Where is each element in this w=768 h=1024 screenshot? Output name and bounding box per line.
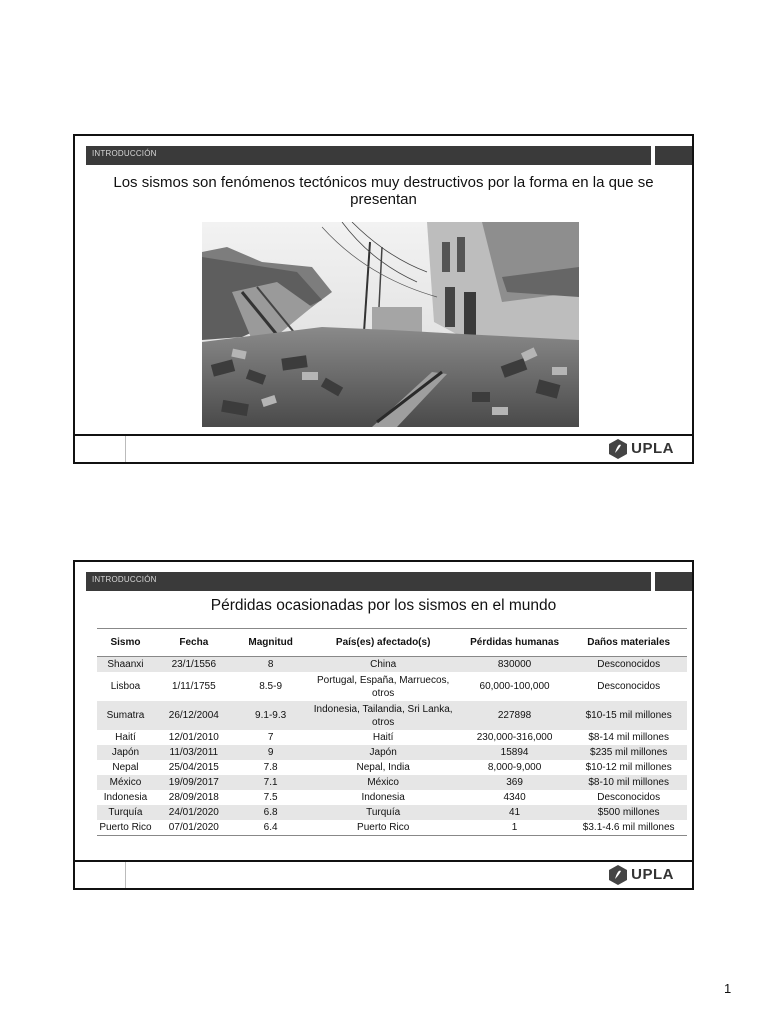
cell-paises: China [308,657,459,673]
table-row [97,701,687,730]
table-row [97,820,687,836]
cell-paises: Nepal, India [356,762,410,773]
cell-sismo: Indonesia [103,792,148,803]
col-header-magnitud: Magnitud [234,629,308,657]
cell-perdidas-humanas: 1 [459,820,571,836]
cell-fecha: 25/04/2015 [168,762,219,773]
cell-fecha: 24/01/2020 [154,805,234,820]
section-label: INTRODUCCIÓN [92,149,157,158]
cell-sismo: Nepal [112,762,139,773]
footer-divider [125,862,126,888]
section-label: INTRODUCCIÓN [92,575,157,584]
footer-divider [125,436,126,462]
table-row [97,672,687,701]
upla-logo-icon [609,865,627,885]
cell-danos-materiales: $8-10 mil millones [570,775,687,790]
cell-sismo: México [97,775,154,790]
cell-magnitud: 7.8 [263,762,278,773]
cell-magnitud: 7.5 [263,792,278,803]
cell-magnitud: 6.8 [234,805,308,820]
cell-fecha: 19/09/2017 [154,775,234,790]
cell-danos-materiales: $500 millones [570,805,687,820]
cell-perdidas-humanas: 369 [459,775,571,790]
cell-danos-materiales: $8-14 mil millones [588,732,669,743]
cell-fecha: 1/11/1755 [171,681,216,692]
cell-perdidas-humanas: 41 [459,805,571,820]
table-row [97,657,687,673]
cell-magnitud: 8.5-9 [259,681,283,692]
logo-text: UPLA [631,866,674,883]
cell-fecha: 26/12/2004 [154,701,234,730]
cell-perdidas-humanas: 60,000-100,000 [479,681,550,692]
cell-sismo: Turquía [97,805,154,820]
cell-sismo: Japón [97,745,154,760]
table-row [97,745,687,760]
cell-fecha: 11/03/2011 [154,745,234,760]
cell-sismo: Sumatra [97,701,154,730]
col-header-sismo: Sismo [97,629,154,657]
cell-paises: Indonesia, Tailandia, Sri Lanka, otros [308,701,459,730]
cell-perdidas-humanas: 230,000-316,000 [476,732,553,743]
cell-danos-materiales: Desconocidos [570,657,687,673]
page-number: 1 [724,981,732,996]
earthquake-rubble-photo [202,222,579,427]
cell-magnitud: 6.4 [234,820,308,836]
cell-paises: Portugal, España, Marruecos, otros [317,674,450,699]
col-header-danos-materiales: Daños materiales [570,629,687,657]
cell-magnitud: 7 [267,732,274,743]
cell-perdidas-humanas: 227898 [459,701,571,730]
cell-perdidas-humanas: 15894 [459,745,571,760]
table-header-row [97,629,687,657]
cell-danos-materiales: Desconocidos [597,681,661,692]
cell-paises: Indonesia [361,792,405,803]
cell-magnitud: 9 [234,745,308,760]
slide-2 [73,560,694,890]
cell-paises: México [308,775,459,790]
cell-sismo: Lisboa [110,681,141,692]
cell-sismo: Shaanxi [97,657,154,673]
cell-danos-materiales: Desconocidos [597,792,661,803]
col-header-perdidas-humanas: Pérdidas humanas [459,629,571,657]
slide-title: Pérdidas ocasionadas por los sismos en el mundo [210,597,557,614]
upla-logo [609,865,674,885]
table-row [97,775,687,790]
table-row [97,730,687,745]
cell-perdidas-humanas: 4340 [503,792,526,803]
upla-logo-icon [609,439,627,459]
table-row [97,790,687,805]
cell-perdidas-humanas: 830000 [459,657,571,673]
cell-danos-materiales: $3.1-4.6 mil millones [570,820,687,836]
cell-fecha: 07/01/2020 [154,820,234,836]
earthquake-losses-table [97,628,687,836]
section-bar [86,146,651,165]
cell-fecha: 12/01/2010 [168,732,219,743]
cell-magnitud: 9.1-9.3 [234,701,308,730]
cell-perdidas-humanas: 8,000-9,000 [487,762,542,773]
cell-danos-materiales: $235 mil millones [570,745,687,760]
section-tab [655,146,692,165]
col-header-paises: País(es) afectado(s) [308,629,459,657]
logo-text: UPLA [631,440,674,457]
table-row [97,805,687,820]
cell-paises: Puerto Rico [308,820,459,836]
slide-1 [73,134,694,464]
cell-magnitud: 7.1 [234,775,308,790]
cell-fecha: 23/1/1556 [154,657,234,673]
cell-fecha: 28/09/2018 [168,792,219,803]
section-tab [655,572,692,591]
table-row [97,760,687,775]
cell-sismo: Haití [115,732,136,743]
col-header-fecha: Fecha [154,629,234,657]
slide-footer [75,434,692,462]
cell-paises: Japón [308,745,459,760]
cell-danos-materiales: $10-15 mil millones [570,701,687,730]
slide-title: Los sismos son fenómenos tectónicos muy destructivos por la forma en la que se presentan [113,174,654,208]
cell-danos-materiales: $10-12 mil millones [585,762,672,773]
upla-logo [609,439,674,459]
cell-sismo: Puerto Rico [97,820,154,836]
section-bar [86,572,651,591]
cell-paises: Haití [372,732,394,743]
cell-magnitud: 8 [234,657,308,673]
cell-paises: Turquía [308,805,459,820]
slide-footer [75,860,692,888]
